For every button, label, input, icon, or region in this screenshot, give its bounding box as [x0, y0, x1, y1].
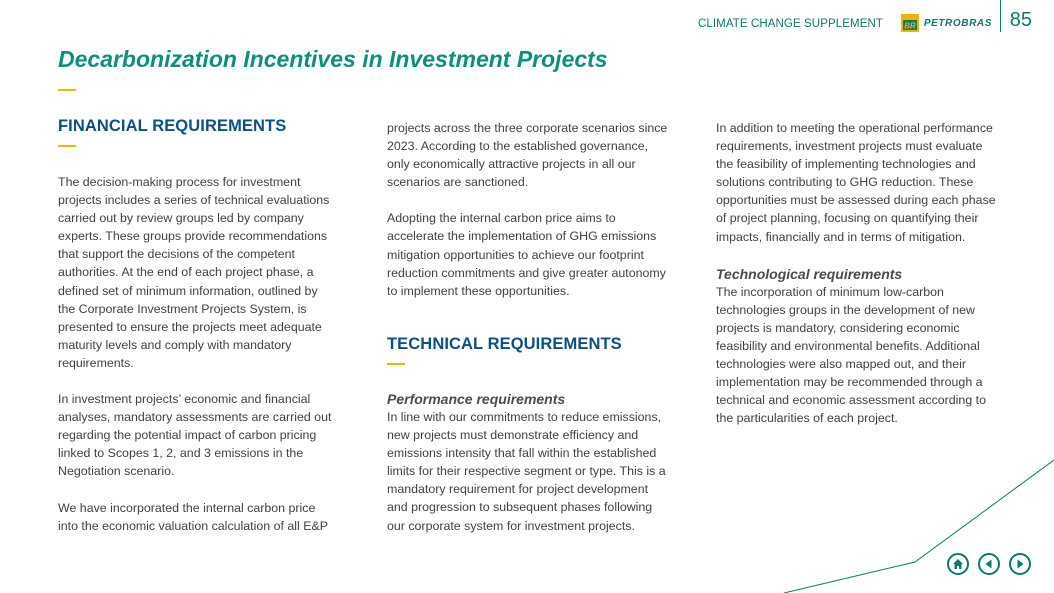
brand-name: PETROBRAS [923, 17, 992, 29]
paragraph: In line with our commitments to reduce emissions, new projects must demonstrate efficiency and emissions intensity that fall within the established limits for their respective segment or type. This is a mandatory requirement for project development and progression to subsequent phases following our corporate system for investment projects. [387, 410, 666, 533]
previous-page-button[interactable] [978, 553, 1000, 575]
next-page-button[interactable] [1009, 553, 1031, 575]
paragraph: Adopting the internal carbon price aims to accelerate the implementation of GHG emissions mitigation opportunities to achieve our footprint reduction commitments and give greater autonomy to implement these opportunities. [387, 211, 666, 298]
paragraph: The decision-making process for investment projects includes a series of technical evaluations carried out by review groups led by company experts. These groups provide recommendations that support the decisions of the competent authorities. At the end of each project phase, a defined set of minimum information, outlined by the Corporate Investment Projects System, is presented to ensure the projects meet adequate maturity levels and comply with mandatory requirements. [58, 175, 330, 370]
paragraph: The incorporation of minimum low-carbon technologies groups in the development of new projects is mandatory, considering economic feasibility and environmental benefits. Additional technologies were also mapped out, and their implementation may be recommended through a technical and economic assessment according to the particularities of each project. [716, 284, 986, 426]
paragraph: We have incorporated the internal carbon price into the economic valuation calculation of all E&P [58, 500, 328, 533]
supplement-label: CLIMATE CHANGE SUPPLEMENT [697, 18, 883, 30]
arrow-left-icon [983, 558, 995, 570]
paragraph: In addition to meeting the operational performance requirements, investment projects must evaluate the feasibility of implementing technologies and solutions contributing to GHG reduction. These opportunities must be assessed during each phase of project planning, focusing on quantifying their impacts, financially and in terms of mitigation. [716, 121, 996, 244]
page-title: Decarbonization Incentives in Investment Projects [58, 46, 608, 72]
home-icon [952, 558, 964, 570]
financial-requirements-heading: FINANCIAL REQUIREMENTS [58, 117, 287, 135]
page-number: 85 [1009, 9, 1032, 31]
technical-requirements-heading: TECHNICAL REQUIREMENTS [387, 335, 622, 353]
home-button[interactable] [947, 553, 969, 575]
paragraph: projects across the three corporate scenarios since 2023. According to the established governance, only economically attractive projects in all our scenarios are sanctioned. [387, 121, 668, 190]
br-logo-letters: BR [904, 21, 916, 31]
arrow-right-icon [1014, 558, 1026, 570]
technological-requirements-subheading: Technological requirements [716, 265, 903, 282]
paragraph: In investment projects’ economic and financial analyses, mandatory assessments are carried out regarding the potential impact of carbon pricing linked to Scopes 1, 2, and 3 emissions in the Negotiation scenario. [58, 392, 332, 479]
performance-requirements-subheading: Performance requirements [387, 391, 566, 407]
